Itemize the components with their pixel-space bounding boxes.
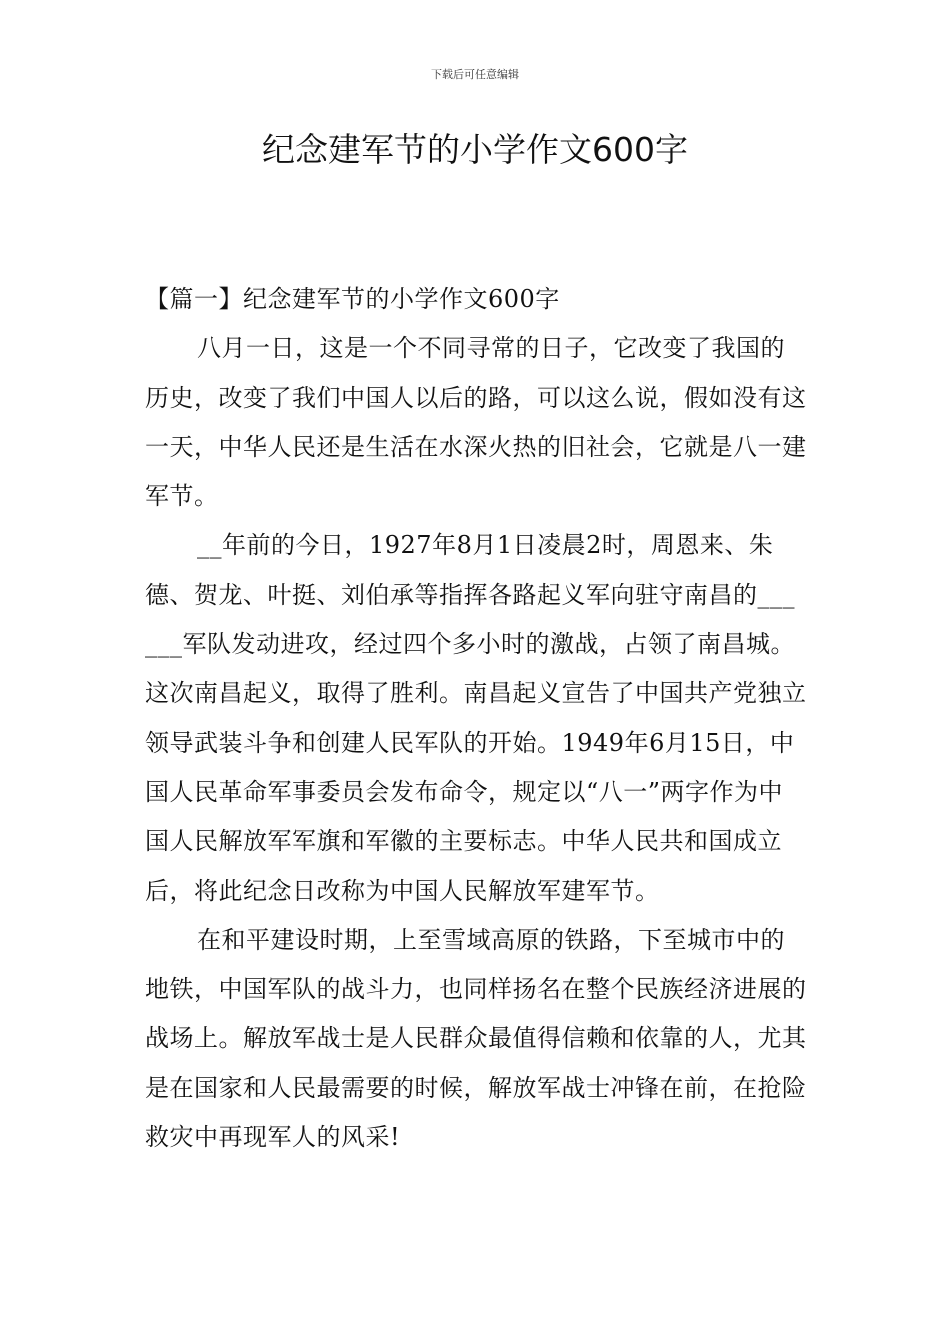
paragraph-3: 在和平建设时期，上至雪域高原的铁路，下至城市中的地铁，中国军队的战斗力，也同样扬名在整个民族经济进展的战场上。解放军战士是人民群众最值得信赖和依靠的人，尤其是在国家和人民最需要的时候，解放军战士冲锋在前，在抢险救灾中再现军人的风采! bbox=[145, 925, 807, 1152]
paragraph-2: __年前的今日，1927年8月1日凌晨2时，周恩来、朱德、贺龙、叶挺、刘伯承等指挥各路起义军向驻守南昌的______军队发动进攻，经过四个多小时的激战，占领了南昌城。这次南昌起义，取得了胜利。南昌起义宣告了中国共产党独立领导武装斗争和创建人民军队的开始。1949年6月15日，中国人民革命军事委员会发布命令，规定以“八一”两字作为中国人民解放军军旗和军徽的主要标志。中华人民共和国成立后，将此纪念日改称为中国人民解放军建军节。 bbox=[145, 531, 807, 905]
page-title: 纪念建军节的小学作文600字 bbox=[262, 130, 688, 169]
paragraph-1: 八月一日，这是一个不同寻常的日子，它改变了我国的历史，改变了我们中国人以后的路，可以这么说，假如没有这一天，中华人民还是生活在水深火热的旧社会，它就是八一建军节。 bbox=[145, 334, 807, 511]
article-body bbox=[145, 275, 807, 1162]
header-note: 下载后可任意编辑 bbox=[431, 68, 519, 81]
section-heading: 【篇一】纪念建军节的小学作文600字 bbox=[145, 285, 560, 313]
